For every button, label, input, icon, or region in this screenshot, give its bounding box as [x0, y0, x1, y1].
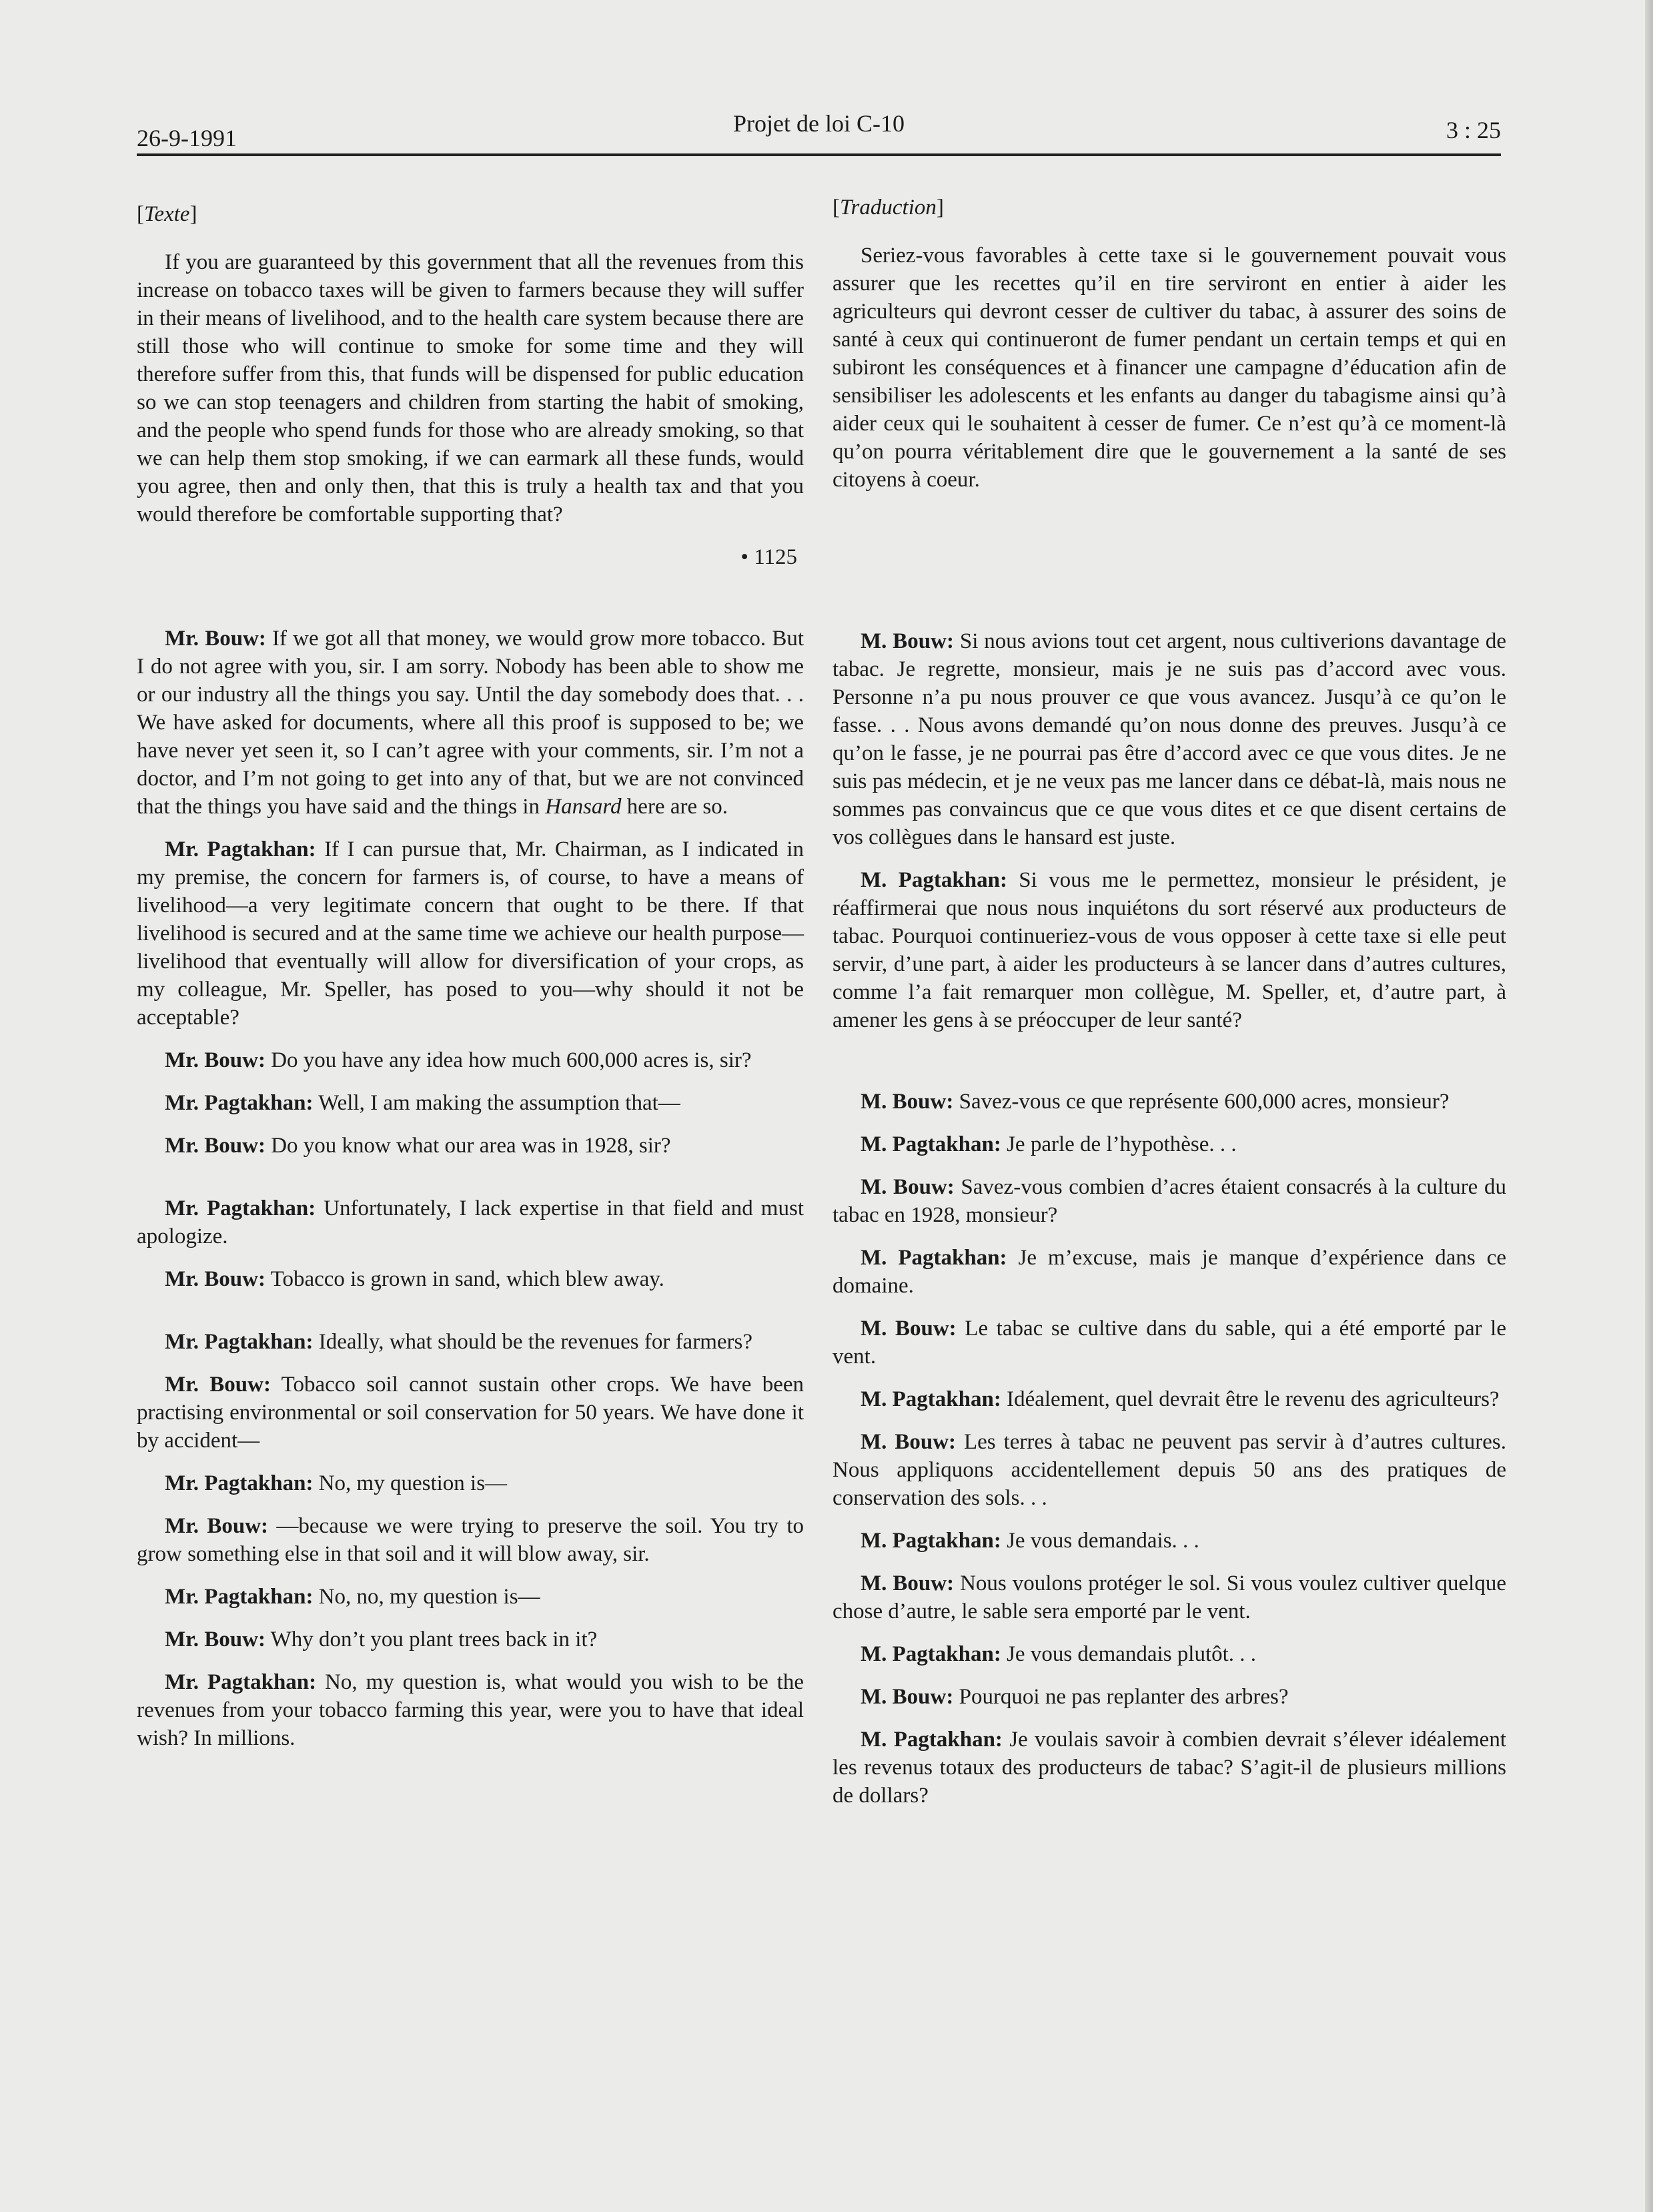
speech-text: Do you have any idea how much 600,000 acres is, sir? [265, 1048, 752, 1072]
speech-paragraph [137, 1194, 804, 1250]
speaker-name: M. Pagtakhan: [861, 1246, 1007, 1270]
speech-text: No, no, my question is— [313, 1585, 540, 1609]
page-edge [1645, 0, 1653, 2212]
speaker-name: M. Pagtakhan: [861, 1642, 1001, 1666]
speaker-name: Mr. Pagtakhan: [165, 1670, 317, 1694]
speech-paragraph [833, 1315, 1506, 1371]
speaker-name: Mr. Bouw: [165, 1134, 265, 1158]
speech-text: Je vous demandais. . . [1001, 1529, 1199, 1553]
speaker-name: M. Pagtakhan: [861, 1529, 1001, 1553]
speech-text: Well, I am making the assumption that— [313, 1091, 680, 1115]
speech-paragraph [137, 1265, 804, 1293]
speech-paragraph [137, 1371, 804, 1455]
speech-text: Nous voulons protéger le sol. Si vous voulez cultiver quelque chose d’autre, le sable sera emporté par le vent. [833, 1571, 1506, 1623]
speaker-name: Mr. Pagtakhan: [165, 1330, 314, 1354]
speech-text: Why don’t you plant trees back in it? [265, 1627, 598, 1651]
header-date: 26-9-1991 [137, 125, 237, 151]
speech-text: Do you know what our area was in 1928, sir? [265, 1134, 671, 1158]
speech-text: Tobacco is grown in sand, which blew away. [265, 1267, 664, 1291]
speech-text: No, my question is, what would you wish to be the revenues from your tobacco farming this year, were you to have that ideal wish? In millions. [137, 1670, 804, 1750]
speaker-name: M. Bouw: [861, 1685, 954, 1709]
question-paragraph: Seriez-vous favorables à cette taxe si le gouvernement pouvait vous assurer que les recettes qu’il en tire serviront en entier à aider les agriculteurs qui devront cesser de cultiver du tabac, à assurer des soins de santé à ceux qui continueront de fumer pendant un certain temps et qui en subiront les conséquences et à financer une campagne d’éducation afin de sensibiliser les adolescents et les enfants au danger du tabagisme ainsi qu’à aider ceux qui le souhaitent à cesser de fumer. Ce n’est qu’à ce moment-là qu’on pourra véritablement dire que le gouvernement a la santé de ses citoyens à coeur. [833, 244, 1506, 492]
page-header [137, 107, 1501, 156]
speech-paragraph [833, 1130, 1506, 1158]
speech-text: Je parle de l’hypothèse. . . [1001, 1132, 1237, 1156]
french-column [833, 194, 1506, 1810]
speech-text: Unfortunately, I lack expertise in that field and must apologize. [137, 1196, 804, 1248]
speech-paragraph [833, 1244, 1506, 1300]
speech-paragraph [137, 835, 804, 1032]
speaker-name: Mr. Bouw: [165, 1514, 269, 1538]
speech-paragraph [833, 1640, 1506, 1668]
speech-text: No, my question is— [313, 1471, 508, 1495]
speech-paragraph [137, 1089, 804, 1117]
speech-text-tail: here are so. [621, 795, 728, 819]
speaker-name: M. Bouw: [861, 1317, 957, 1341]
speech-text: Je vous demandais plutôt. . . [1001, 1642, 1257, 1666]
speech-paragraph [833, 1428, 1506, 1512]
speech-text: Tobacco soil cannot sustain other crops. We have been practising environmental or soil conservation for 50 years. We have done it by accident— [137, 1373, 804, 1453]
speaker-name: Mr. Bouw: [165, 1373, 271, 1397]
speaker-name: M. Pagtakhan: [861, 868, 1007, 892]
speech-text: Savez-vous combien d’acres étaient consacrés à la culture du tabac en 1928, monsieur? [833, 1175, 1506, 1227]
speaker-name: M. Pagtakhan: [861, 1387, 1001, 1411]
speaker-name: Mr. Bouw: [165, 1048, 265, 1072]
speech-paragraph [833, 1527, 1506, 1555]
speech-paragraph [137, 1583, 804, 1611]
speaker-name: Mr. Pagtakhan: [165, 837, 316, 861]
speaker-name: M. Bouw: [861, 1430, 957, 1454]
speech-paragraph [833, 1088, 1506, 1116]
speech-paragraph [137, 1132, 804, 1160]
speaker-name: Mr. Bouw: [165, 1267, 265, 1291]
hansard-italic: Hansard [545, 795, 622, 819]
speech-paragraph [833, 1569, 1506, 1625]
speaker-name: Mr. Pagtakhan: [165, 1091, 314, 1115]
speech-text: Idéalement, quel devrait être le revenu des agriculteurs? [1001, 1387, 1500, 1411]
header-title: Projet de loi C-10 [733, 110, 905, 137]
speaker-name: Mr. Pagtakhan: [165, 1471, 314, 1495]
speech-paragraph [137, 625, 804, 821]
speech-text: If I can pursue that, Mr. Chairman, as I indicated in my premise, the concern for farmers is, of course, to have a means of livelihood—a very legitimate concern that ought to be there. If that livelihood is secured and at the same time we achieve our health purpose—livelihood that eventually will allow for diversification of your crops, as my colleague, Mr. Speller, has posed to you—why should it not be acceptable? [137, 837, 804, 1030]
speech-paragraph [137, 1046, 804, 1074]
text-tag-label: Texte [144, 202, 190, 226]
speech-text: Pourquoi ne pas replanter des arbres? [953, 1685, 1289, 1709]
translation-tag-label: Traduction [840, 196, 937, 220]
speaker-name: Mr. Pagtakhan: [165, 1196, 316, 1220]
speech-text: Ideally, what should be the revenues for farmers? [313, 1330, 752, 1354]
speech-text: Si nous avions tout cet argent, nous cultiverions davantage de tabac. Je regrette, monsieur, mais je ne suis pas d’accord avec vous. Personne n’a pu nous prouver ce que vous avancez. Jusqu’à ce qu’on le fasse. . . Nous avons demandé qu’on nous donne des preuves. Jusqu’à ce qu’on le fasse, je ne pourrai pas être d’accord avec ce que vous dites. Je ne suis pas médecin, et je ne veux pas me lancer dans ce débat-là, mais nous ne sommes pas convaincus que ce que vous dites et ce que disent certains de vos collègues dans le hansard est juste. [833, 629, 1506, 849]
speaker-name: Mr. Pagtakhan: [165, 1585, 314, 1609]
speech-paragraph [833, 866, 1506, 1034]
speaker-name: Mr. Bouw: [165, 1627, 265, 1651]
text-tag: [Texte] [137, 202, 197, 226]
speaker-name: M. Bouw: [861, 1090, 954, 1114]
english-column [137, 200, 804, 1752]
header-page-number: 3 : 25 [1446, 117, 1501, 143]
speech-paragraph [137, 1625, 804, 1653]
speech-text: Si vous me le permettez, monsieur le président, je réaffirmerai que nous nous inquiétons du sort réservé aux producteurs de tabac. Pourquoi continueriez-vous de vous opposer à cette taxe si elle peut servir, d’une part, à aider les producteurs à se lancer dans d’autres cultures, comme l’a fait remarquer mon collègue, M. Speller, et, d’autre part, à amener les gens à se préoccuper de leur santé? [833, 868, 1506, 1032]
speech-paragraph [137, 1328, 804, 1356]
speech-paragraph [833, 1385, 1506, 1413]
speaker-name: M. Bouw: [861, 1571, 955, 1595]
speaker-name: M. Bouw: [861, 629, 954, 653]
speaker-name: Mr. Bouw: [165, 627, 266, 651]
speech-text: —because we were trying to preserve the soil. You try to grow something else in that soil and it will blow away, sir. [137, 1514, 804, 1566]
speech-text: Le tabac se cultive dans du sable, qui a été emporté par le vent. [833, 1317, 1506, 1369]
timestamp: • 1125 [740, 545, 797, 569]
speech-paragraph [137, 1512, 804, 1568]
speaker-name: M. Pagtakhan: [861, 1132, 1001, 1156]
speech-paragraph [833, 627, 1506, 851]
speech-text: If we got all that money, we would grow more tobacco. But I do not agree with you, sir. I am sorry. Nobody has been able to show me or our industry all the things you say. Until the day somebody does that. . . We have asked for documents, where all this proof is supposed to be; we have never yet seen it, so I can’t agree with your comments, sir. I’m not a doctor, and I’m not going to get into any of that, but we are not convinced that the things you have said and the things in [137, 627, 804, 819]
speech-paragraph [137, 1469, 804, 1497]
speech-text: Je voulais savoir à combien devrait s’élever idéalement les revenus totaux des producteurs de tabac? S’agit-il de plusieurs millions de dollars? [833, 1728, 1507, 1808]
speech-text: Savez-vous ce que représente 600,000 acres, monsieur? [953, 1090, 1450, 1114]
question-paragraph: If you are guaranteed by this government that all the revenues from this increase on tobacco taxes will be given to farmers because they will suffer in their means of livelihood, and to the health care system because there are still those who will continue to smoke for some time and they will therefore suffer from this, that funds will be dispensed for public education so we can stop teenagers and children from starting the habit of smoking, and the people who spend funds for those who are already smoking, so that we can help them stop smoking, if we can earmark all these funds, would you agree, then and only then, that this is truly a health tax and that you would therefore be comfortable supporting that? [137, 250, 804, 526]
speaker-name: M. Bouw: [861, 1175, 955, 1199]
speaker-name: M. Pagtakhan: [861, 1728, 1003, 1752]
speech-paragraph [137, 1668, 804, 1752]
speech-paragraph [833, 1726, 1506, 1810]
speech-text: Je m’excuse, mais je manque d’expérience dans ce domaine. [833, 1246, 1507, 1298]
translation-tag: [Traduction] [833, 196, 944, 220]
speech-paragraph [833, 1683, 1506, 1711]
speech-paragraph [833, 1173, 1506, 1229]
speech-text: Les terres à tabac ne peuvent pas servir à d’autres cultures. Nous appliquons accidentellement depuis 50 ans des pratiques de conservation des sols. . . [833, 1430, 1506, 1510]
